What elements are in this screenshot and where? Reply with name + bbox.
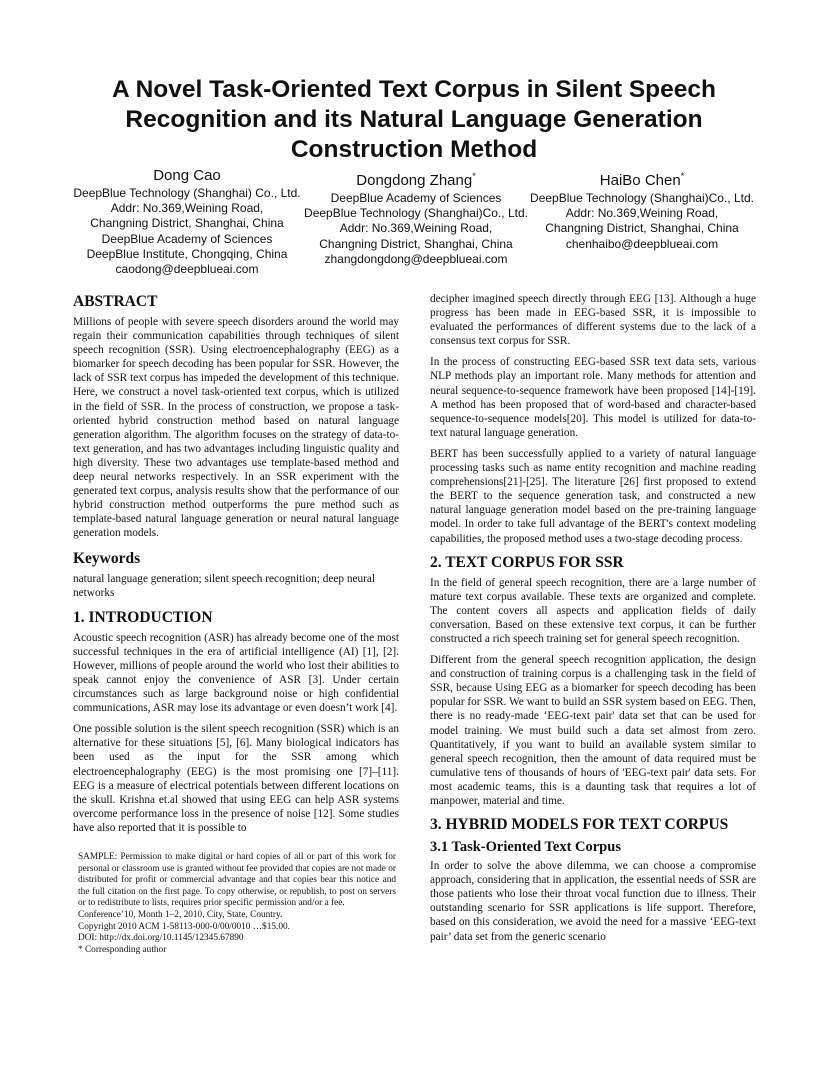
author-affiliation: DeepBlue Technology (Shanghai) Co., Ltd. Addr: No.369,Weining Road, Changning District, Shanghai, China DeepBlue Academy of Sciences DeepBlue Institute, Chongqing, China caodong@deepblueai.com: [62, 186, 312, 277]
body-paragraph: BERT has been successfully applied to a variety of natural language processing tasks such as name entity recognition and machine reading comprehensions[21]-[25]. The literature [26] first proposed to extend the BERT to the sequence generation task, and constructed a new natural language generation model based on the pre-training language model. In order to take full advantage of the BERT's context modeling capabilities, the proposed method uses a two-stage decoding process.: [430, 447, 756, 545]
abstract-heading: ABSTRACT: [73, 293, 158, 310]
body-paragraph: In the field of general speech recognition, there are a large number of mature text corpus available. These texts are organized and complete. The content covers all aspects and application fields of daily conversation. Based on these extensive text corpus, it can be further constructed a rich speech training set for general speech recognition.: [430, 576, 756, 645]
intro-heading: 1. INTRODUCTION: [73, 608, 213, 626]
body-paragraph: decipher imagined speech directly through EEG [13]. Although a huge progress has been made in EEG-based SSR, it is impossible to evaluated the performances of different systems due to the lack of a consensus text corpus for SSR.: [430, 293, 756, 348]
copyright-line: Copyright 2010 ACM 1-58113-000-0/00/0010 …$15.00.: [78, 921, 290, 932]
conference-line: Conference’10, Month 1–2, 2010, City, State, Country.: [78, 909, 283, 920]
intro-paragraph: Acoustic speech recognition (ASR) has already become one of the most successful techniques in the era of artificial intelligence (AI) [1], [2]. However, millions of people around the world who lost their abilities to speak cannot enjoy the convenience of ASR [3]. Under certain circumstances such as large background noise or high confidential communications, ASR may lose its advantage or even doesn’t work [4].: [73, 631, 399, 715]
author-name: Dongdong Zhang*: [356, 171, 476, 189]
author-name: HaiBo Chen*: [599, 171, 685, 189]
right-column: [430, 292, 756, 951]
left-column: [73, 292, 399, 842]
author-email: chenhaibo@deepblueai.com: [565, 236, 719, 251]
author-email: zhangdongdong@deepblueai.com: [324, 251, 508, 266]
permission-notice: SAMPLE: Permission to make digital or hard copies of all or part of this work for personal or classroom use is granted without fee provided that copies are not made or distributed for profit or commercial advantage and that copies bear this notice and the full citation on the first page. To copy otherwise, or republish, to post on servers or to redistribute to lists, requires prior specific permission and/or a fee.: [78, 852, 396, 909]
title-line: A Novel Task-Oriented Text Corpus in Silent Speech: [111, 76, 716, 103]
author-affiliation: DeepBlue Technology (Shanghai)Co., Ltd. Addr: No.369,Weining Road, Changning District, Shanghai, China chenhaibo@deepblueai.com: [522, 191, 762, 252]
author-email: caodong@deepblueai.com: [115, 262, 259, 277]
corresponding-mark: *: [472, 171, 476, 181]
corresponding-author-note: * Corresponding author: [78, 944, 167, 955]
title-line: Recognition and its Natural Language Generation: [125, 106, 703, 133]
author-block: [522, 166, 762, 252]
section31-heading: 3.1 Task-Oriented Text Corpus: [430, 839, 621, 856]
title-line: Construction Method: [290, 136, 538, 163]
author-block: [62, 166, 312, 277]
corresponding-mark: *: [680, 171, 685, 181]
author-name: Dong Cao: [153, 167, 221, 184]
paper-title: [60, 75, 768, 165]
body-paragraph: Different from the general speech recognition application, the design and construction of training corpus is a challenging task in the field of SSR, because Using EEG as a biomarker for speech decoding has been popular for SSR. We want to build an SSR system based on EEG. Then, there is no ready-made ‘EEG-text pair' data set that can be used for model training. We must build such a data set almost from zero. Quantitatively, if you want to build an available system similar to general speech recognition, then the amount of data required must be cumulative tens of thousands of hours of 'EEG-text pair' data sets. For most academic teams, this is a daunting task that requires a lot of manpower, material and time.: [430, 654, 756, 807]
intro-paragraph: One possible solution is the silent speech recognition (SSR) which is an alternative for these situations [5], [6]. Many biological indicators has been used as the input for the SSR among which electroencephalography (EEG) is the most promising one [7]–[11]. EEG is a measure of electrical potentials between different locations on the skull. Krishna et.al showed that using EEG can help ASR systems overcome performance loss in the presence of noise [12]. Some studies have also reported that it is possible to: [73, 723, 399, 834]
author-affiliation: DeepBlue Academy of Sciences DeepBlue Technology (Shanghai)Co., Ltd. Addr: No.369,Weining Road, Changning District, Shanghai, China zhangdongdong@deepblueai.com: [296, 191, 536, 267]
keywords-heading: Keywords: [73, 549, 141, 567]
keywords-text: natural language generation; silent speech recognition; deep neural networks: [73, 572, 376, 599]
doi-line: DOI: http://dx.doi.org/10.1145/12345.67890: [78, 933, 244, 944]
abstract-text: Millions of people with severe speech disorders around the world may regain their communication capabilities through techniques of silent speech recognition (SSR). Using electroencephalography (EEG) as a biomarker for speech decoding has been popular for SSR. However, the lack of SSR text corpus has impeded the development of this technique. Here, we construct a novel task-oriented text corpus, which is utilized in the field of SSR. In the process of construction, we propose a task-oriented hybrid construction method based on natural language generation algorithm. The algorithm focuses on the strategy of data-to-text generation, and has two advantages including linguistic quality and high diversity. These two advantages use template-based method and deep neural networks respectively. In an SSR experiment with the generated text corpus, analysis results show that the performance of our hybrid construction method outperforms the pure method such as template-based natural language generation or neural natural language generation models.: [73, 316, 399, 540]
section3-heading: 3. HYBRID MODELS FOR TEXT CORPUS: [430, 816, 729, 834]
author-block: [296, 166, 536, 267]
body-paragraph: In order to solve the above dilemma, we can choose a compromise approach, considering that in application, the essential needs of SSR are those patients who lose their throat vocal function due to illness. Their outstanding scenario for SSR applications is life support. Therefore, based on this consideration, we avoid the need for a massive ‘EEG-text pair’ data set from the generic scenario: [430, 860, 756, 943]
copyright-footnote: [78, 852, 396, 956]
section2-heading: 2. TEXT CORPUS FOR SSR: [430, 553, 624, 571]
body-paragraph: In the process of constructing EEG-based SSR text data sets, various NLP methods play an important role. Many methods for attention and neural sequence-to-sequence framework have been proposed [14]-[19]. A method has been proposed that of word-based and character-based sequence-to-sequence models[20]. This model is utilized for data-to-text natural language generation.: [430, 356, 756, 439]
